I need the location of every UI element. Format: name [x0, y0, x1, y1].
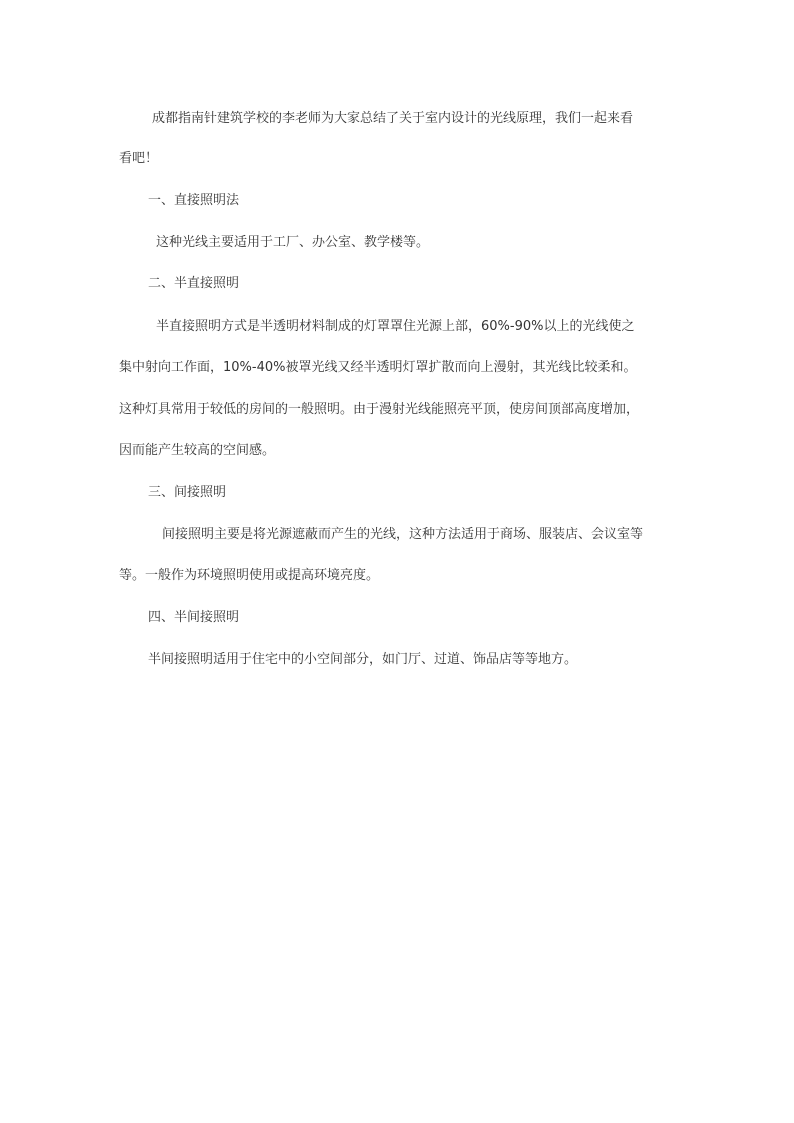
- section2-body-line-1: 半直接照明方式是半透明材料制成的灯罩罩住光源上部，60%-90%以上的光线使之: [156, 319, 635, 334]
- section-heading-indirect-lighting: 三、间接照明: [148, 485, 227, 500]
- section-heading-semi-indirect-lighting: 四、半间接照明: [148, 610, 240, 625]
- section2-body-line-2: 集中射向工作面，10%-40%被罩光线又经半透明灯罩扩散而向上漫射，其光线比较柔和。: [119, 360, 637, 375]
- intro-line-2: 看吧！: [119, 151, 159, 166]
- section3-body-line-2: 等。一般作为环境照明使用或提高环境亮度。: [119, 568, 380, 583]
- section-heading-direct-lighting: 一、直接照明法: [148, 193, 240, 208]
- section2-body-line-4: 因而能产生较高的空间感。: [119, 443, 276, 458]
- section-heading-semi-direct-lighting: 二、半直接照明: [148, 276, 240, 291]
- intro-line-1: 成都指南针建筑学校的李老师为大家总结了关于室内设计的光线原理，我们一起来看: [152, 111, 634, 126]
- section3-body-line-1: 间接照明主要是将光源遮蔽而产生的光线，这种方法适用于商场、服装店、会议室等: [162, 527, 644, 542]
- section1-body-line-1: 这种光线主要适用于工厂、办公室、教学楼等。: [156, 235, 430, 250]
- section4-body-line-1: 半间接照明适用于住宅中的小空间部分，如门厅、过道、饰品店等等地方。: [148, 652, 578, 667]
- section2-body-line-3: 这种灯具常用于较低的房间的一般照明。由于漫射光线能照亮平顶，使房间顶部高度增加，: [119, 402, 640, 417]
